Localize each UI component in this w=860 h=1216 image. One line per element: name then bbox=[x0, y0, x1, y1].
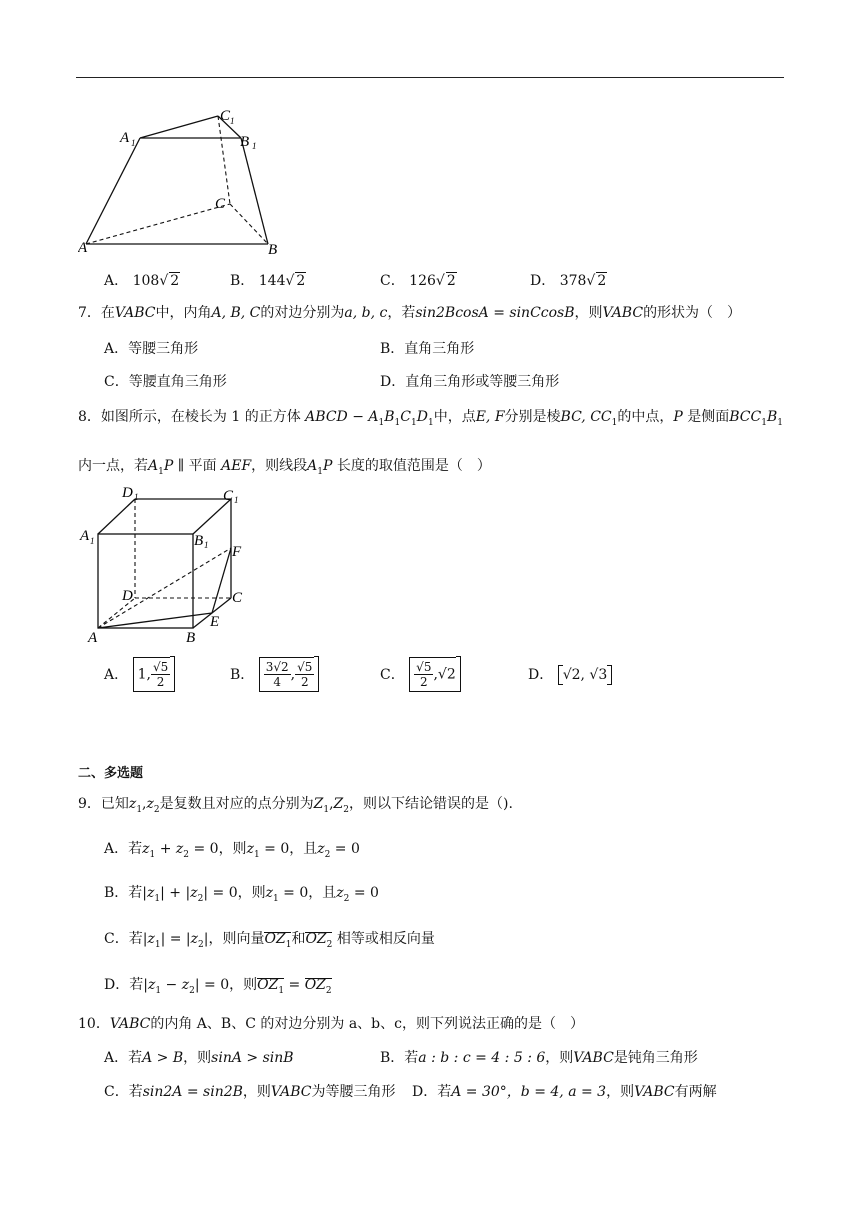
q6-option-c[interactable]: C． 126√ 2 bbox=[380, 273, 456, 289]
q6-option-b-rad: 2 bbox=[296, 273, 306, 289]
cube-label-e: E bbox=[210, 614, 220, 630]
q6-option-b[interactable]: B． 144√ 2 bbox=[230, 273, 306, 289]
cube-label-c: C bbox=[232, 590, 243, 606]
cube-label-a: A bbox=[88, 630, 98, 646]
q9-option-c[interactable]: C．若$|z_1| = |z_2|$，则向量$OZ_1$和$OZ_2$ 相等或相反向量 bbox=[104, 931, 435, 950]
q10-stem: 10．VABC的内角 A、B、C 的对边分别为 a、b、c，则下列说法正确的是（ ） bbox=[78, 1016, 584, 1032]
q6-option-d[interactable]: D． 378√ 2 bbox=[530, 273, 607, 289]
cube-label-b: B bbox=[186, 630, 196, 646]
q8-option-c[interactable]: C． $\frac{√5}{2}$ ,√2 bbox=[380, 656, 461, 692]
q9-option-b[interactable]: B．若$|z_1| + |z_2| = 0$，则$z_1 = 0$，且$z_2 = 0$ bbox=[104, 885, 379, 904]
q6-option-c-label: C． bbox=[380, 273, 405, 289]
section-multi-choice: 二、多选题 bbox=[78, 766, 144, 781]
q8-option-a[interactable]: A． 1, $\frac{√5}{2}$ bbox=[104, 656, 175, 692]
svg-text:1: 1 bbox=[234, 495, 239, 505]
q6-option-b-coef: 144 bbox=[258, 273, 286, 289]
cube-label-b1: B bbox=[194, 533, 204, 549]
q8-option-d[interactable]: D． √2, √3 bbox=[528, 664, 612, 685]
q6-option-b-label: B． bbox=[230, 273, 255, 289]
q8-stem-line1: 8．如图所示，在棱长为 1 的正方体 ABCD − $A_1B_1C_1D_1$中，点E, F分别是棱BC, $CC_1$的中点，P 是侧面$BCC_1B_1$ bbox=[78, 409, 783, 428]
label-a1-sub: 1 bbox=[131, 138, 136, 148]
svg-text:1: 1 bbox=[90, 536, 95, 546]
label-c1: C bbox=[220, 108, 231, 124]
label-a1: A bbox=[120, 130, 130, 146]
q10-option-b[interactable]: B．若a : b : c = 4 : 5 : 6，则VABC是钝角三角形 bbox=[380, 1050, 698, 1066]
q10-option-d[interactable]: D．若A = 30°，b = 4, a = 3，则VABC有两解 bbox=[412, 1084, 717, 1100]
q7-option-d[interactable]: D．直角三角形或等腰三角形 bbox=[380, 374, 560, 390]
label-c1-sub: 1 bbox=[230, 116, 235, 126]
q6-option-a-label: A． bbox=[104, 273, 129, 289]
q6-option-a-coef: 108 bbox=[132, 273, 160, 289]
label-c: C bbox=[215, 196, 226, 212]
cube-label-d1: D bbox=[122, 485, 133, 501]
cube-label-c1: C bbox=[223, 488, 234, 504]
q6-option-a-rad: 2 bbox=[170, 273, 180, 289]
q6-option-d-coef: 378 bbox=[559, 273, 587, 289]
q7-option-b[interactable]: B．直角三角形 bbox=[380, 341, 475, 357]
q7-stem: 7．在VABC中，内角A, B, C的对边分别为a, b, c，若sin2BcosA = sinCcosB，则VABC的形状为（ ） bbox=[78, 305, 742, 321]
q8-stem-line2: 内一点，若$A_1P$ ∥ 平面 AEF，则线段$A_1P$ 长度的取值范围是（ ） bbox=[78, 458, 491, 477]
cube-label-a1: A bbox=[80, 528, 90, 544]
q6-option-d-rad: 2 bbox=[597, 273, 607, 289]
q10-option-a[interactable]: A．若A > B，则sinA > sinB bbox=[104, 1050, 294, 1066]
cube-figure bbox=[78, 484, 268, 648]
q6-option-a[interactable]: A． 108√ 2 bbox=[104, 273, 180, 289]
q9-stem: 9．已知$z_1,z_2$是复数且对应的点分别为$Z_1,Z_2$，则以下结论错误的是（). bbox=[78, 796, 513, 815]
svg-text:1: 1 bbox=[204, 540, 209, 550]
label-b1: B bbox=[240, 134, 250, 150]
q10-option-c[interactable]: C．若sin2A = sin2B，则VABC为等腰三角形 bbox=[104, 1084, 396, 1100]
q7-option-a[interactable]: A．等腰三角形 bbox=[104, 341, 199, 357]
q6-option-d-label: D． bbox=[530, 273, 556, 289]
svg-text:1: 1 bbox=[134, 492, 139, 502]
cube-label-d: D bbox=[122, 588, 133, 604]
label-b: B bbox=[268, 242, 278, 258]
q9-option-d[interactable]: D．若$|z_1 - z_2| = 0$，则$OZ_1 = OZ_2$ bbox=[104, 977, 332, 996]
q7-option-c[interactable]: C．等腰直角三角形 bbox=[104, 374, 227, 390]
q8-option-b[interactable]: B． $\frac{3√2}{4}$ , $\frac{√5}{2}$ bbox=[230, 656, 319, 692]
frustum-figure bbox=[78, 104, 298, 264]
q9-option-a[interactable]: A．若$z_1 + z_2 = 0$，则$z_1 = 0$，且$z_2 = 0$ bbox=[104, 841, 360, 860]
label-a: A bbox=[78, 240, 88, 256]
q6-option-c-rad: 2 bbox=[446, 273, 456, 289]
label-b1-sub: 1 bbox=[252, 141, 257, 151]
cube-label-f: F bbox=[232, 544, 242, 560]
header-rule bbox=[76, 77, 784, 78]
q6-option-c-coef: 126 bbox=[409, 273, 436, 289]
